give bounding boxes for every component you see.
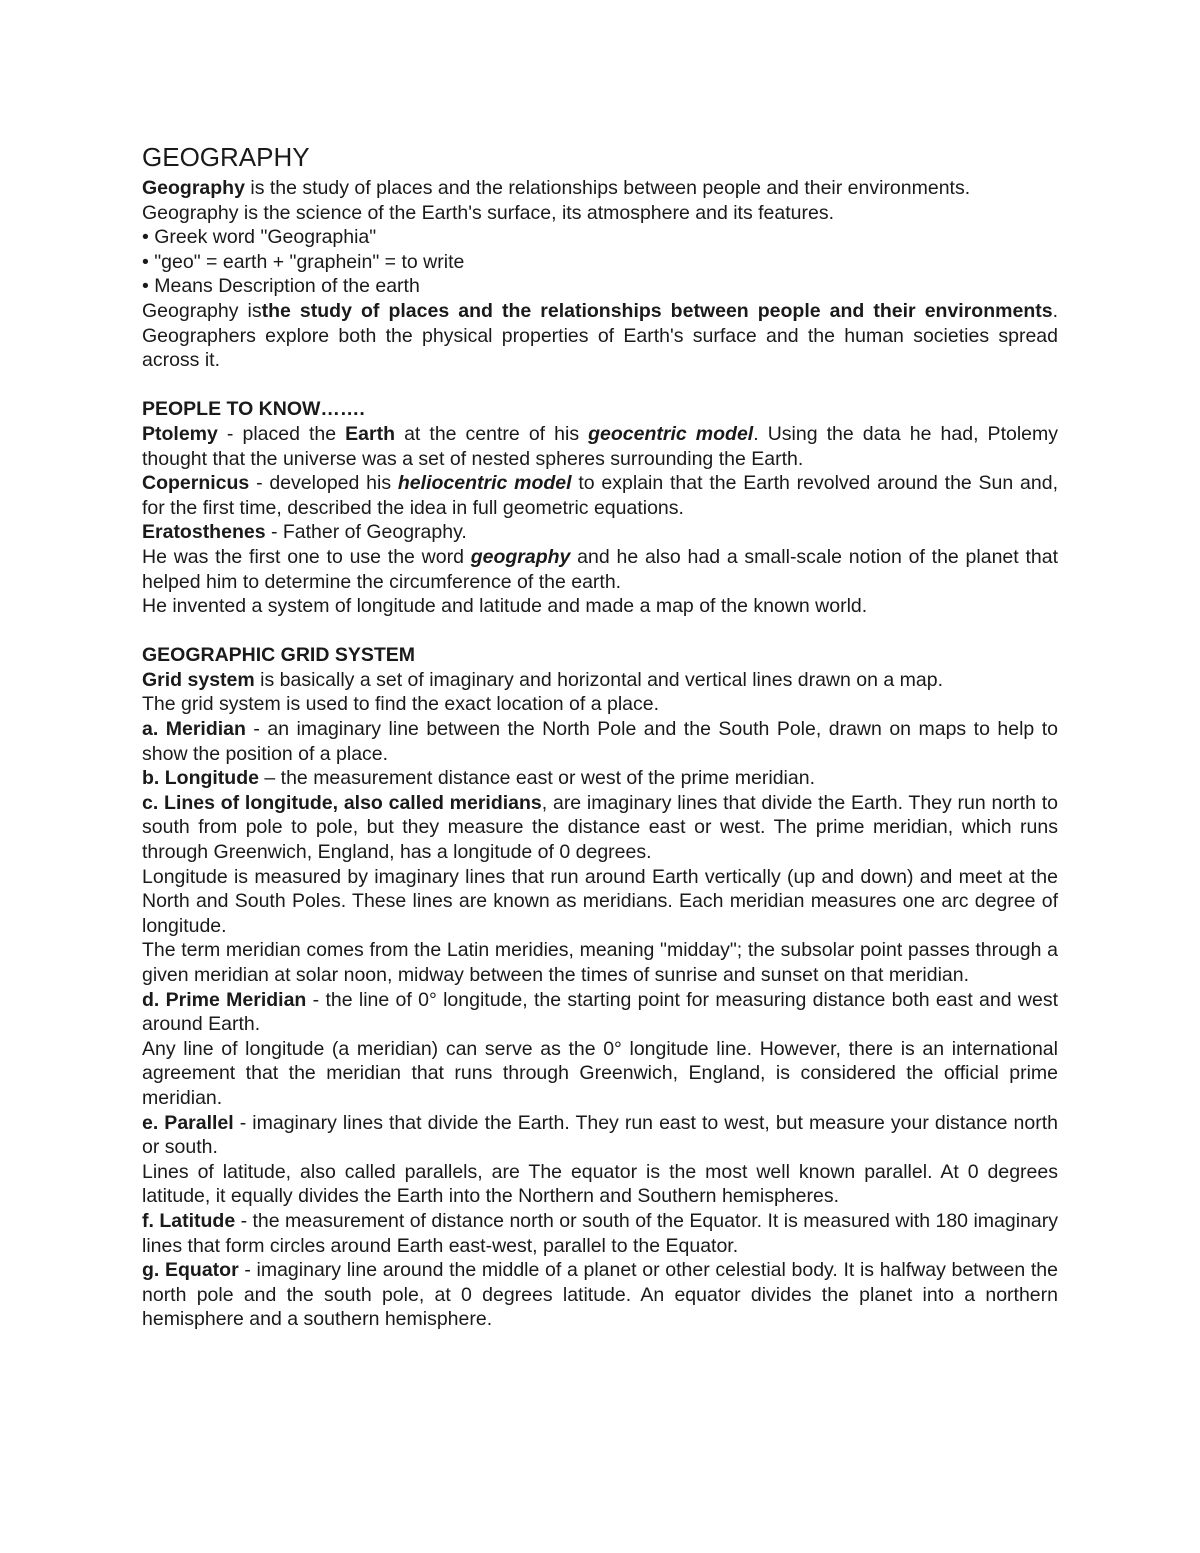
grid-intro-2: The grid system is used to find the exact location of a place. <box>142 693 660 716</box>
eratosthenes-detail-1: He was the first one to use the word geography and he also had a small-scale notion of the planet that helped him to determine the circumference of the earth. <box>142 545 1058 593</box>
equator-entry: g. Equator - imaginary line around the middle of a planet or other celestial body. It is halfway between the north pole and the south pole, at 0 degrees latitude. An equator divides the planet into a northern hemisphere and a southern hemisphere. <box>142 1259 1058 1331</box>
copernicus-entry: Copernicus - developed his heliocentric model to explain that the Earth revolved around the Sun and, for the first time, described the idea in full geometric equations. <box>142 472 1058 519</box>
section-heading-people: PEOPLE TO KNOW……. <box>142 398 365 421</box>
grid-intro: Grid system is basically a set of imaginary and horizontal and vertical lines drawn on a map. <box>142 668 943 691</box>
definition-2: Geography is the science of the Earth's surface, its atmosphere and its features. <box>142 201 835 224</box>
longitude-entry: b. Longitude – the measurement distance east or west of the prime meridian. <box>142 767 816 790</box>
any-line-paragraph: Any line of longitude (a meridian) can serve as the 0° longitude line. However, there is an international agreement that the meridian that runs through Greenwich, England, is considered the official prime meridian. <box>142 1037 1058 1109</box>
longitude-measured-paragraph: Longitude is measured by imaginary lines that run around Earth vertically (up and down) and meet at the North and South Poles. These lines are known as meridians. Each meridian measures one arc degree of longitude. <box>142 865 1058 937</box>
eratosthenes-entry: Eratosthenes - Father of Geography. <box>142 521 467 544</box>
bullet-item: • Greek word "Geographia" <box>142 226 377 249</box>
geography-paragraph: Geography isthe study of places and the relationships between people and their environments. Geographers explore both the physical properties of Earth's surface and the human societies spread across it. <box>142 299 1058 372</box>
bullet-item: • Means Description of the earth <box>142 275 420 298</box>
latitude-lines-paragraph: Lines of latitude, also called parallels, are The equator is the most well known parallel. At 0 degrees latitude, it equally divides the Earth into the Northern and Southern hemispheres. <box>142 1160 1058 1208</box>
prime-meridian-entry: d. Prime Meridian - the line of 0° longitude, the starting point for measuring distance both east and west around Earth. <box>142 988 1059 1036</box>
page-title: GEOGRAPHY <box>142 142 310 172</box>
latitude-entry: f. Latitude - the measurement of distance north or south of the Equator. It is measured with 180 imaginary lines that form circles around Earth east-west, parallel to the Equator. <box>142 1209 1058 1257</box>
term-geography: Geography <box>142 177 245 199</box>
eratosthenes-detail-2: He invented a system of longitude and latitude and made a map of the known world. <box>142 595 868 618</box>
definition-1: Geography is the study of places and the relationships between people and their environments. <box>142 177 971 199</box>
bullet-item: • "geo" = earth + "graphein" = to write <box>142 250 465 273</box>
parallel-entry: e. Parallel - imaginary lines that divide the Earth. They run east to west, but measure your distance north or south. <box>142 1111 1058 1159</box>
meridian-term-paragraph: The term meridian comes from the Latin meridies, meaning "midday"; the subsolar point passes through a given meridian at solar noon, midway between the times of sunrise and sunset on that meridian. <box>142 939 1058 986</box>
document-page <box>142 140 1058 1332</box>
lines-of-longitude-entry: c. Lines of longitude, also called meridians, are imaginary lines that divide the Earth. They run north to south from pole to pole, but they measure the distance east or west. The prime meridian, which runs through Greenwich, England, has a longitude of 0 degrees. <box>142 791 1058 864</box>
section-heading-grid: GEOGRAPHIC GRID SYSTEM <box>142 644 416 667</box>
ptolemy-entry: Ptolemy - placed the Earth at the centre of his geocentric model. Using the data he had, Ptolemy thought that the universe was a set of nested spheres surrounding the Earth. <box>142 422 1058 470</box>
meridian-entry: a. Meridian - an imaginary line between the North Pole and the South Pole, drawn on maps to help to show the position of a place. <box>142 718 1058 765</box>
